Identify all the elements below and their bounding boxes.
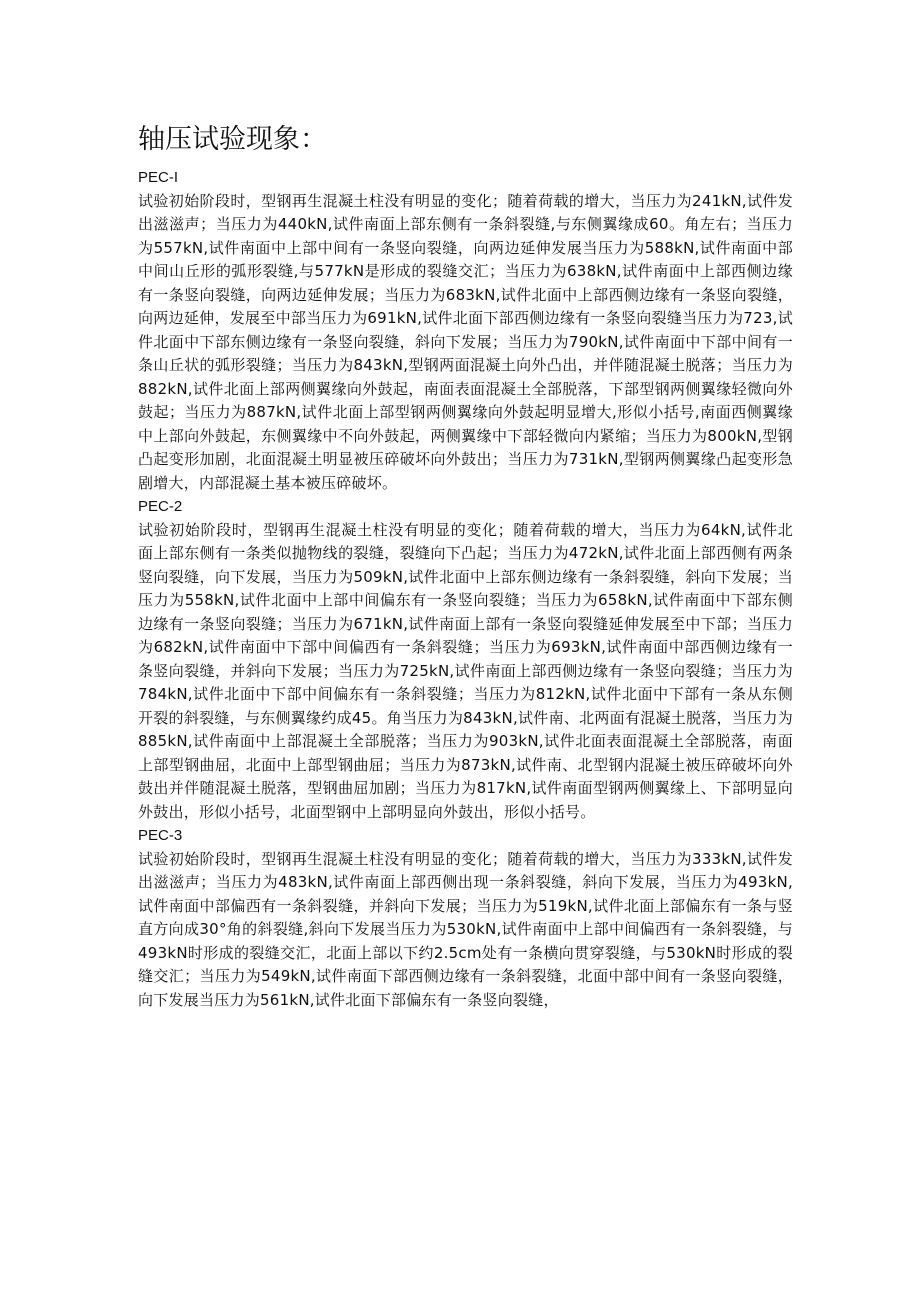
section-heading-pec-3: PEC-3 <box>138 827 183 844</box>
section-heading-pec-2: PEC-2 <box>138 498 183 515</box>
section-heading-pec-1: PEC-I <box>138 169 179 186</box>
document-content <box>138 118 793 1297</box>
section-body-pec-3: 试验初始阶段时，型钢再生混凝土柱没有明显的变化；随着荷载的增大，当压力为333kN,试件发出滋滋声；当压力为483kN,试件南面上部西侧出现一条斜裂缝，斜向下发展，当压力为493kN,试件南面中部偏西有一条斜裂缝，并斜向下发展；当压力为519kN,试件北面上部偏东有一条与竖直方向成30°角的斜裂缝,斜向下发展当压力为530kN,试件南面中上部中间偏西有一条斜裂缝，与493kN时形成的裂缝交汇，北面上部以下约2.5cm处有一条横向贯穿裂缝，与530kN时形成的裂缝交汇；当压力为549kN,试件南面下部西侧边缘有一条斜裂缝，北面中部中间有一条竖向裂缝，向下发展当压力为561kN,试件北面下部偏东有一条竖向裂缝， <box>138 849 793 1009</box>
document-title: 轴压试验现象： <box>138 124 327 155</box>
section-body-pec-1: 试验初始阶段时，型钢再生混凝土柱没有明显的变化；随着荷载的增大，当压力为241kN,试件发出滋滋声；当压力为440kN,试件南面上部东侧有一条斜裂缝,与东侧翼缘成60。角左右；当压力为557kN,试件南面中上部中间有一条竖向裂缝，向两边延伸发展当压力为588kN,试件南面中部中间山丘形的弧形裂缝,与577kN是形成的裂缝交汇；当压力为638kN,试件南面中上部西侧边缘有一条竖向裂缝，向两边延伸发展；当压力为683kN,试件北面中上部西侧边缘有一条竖向裂缝，向两边延伸，发展至中部当压力为691kN,试件北面下部西侧边缘有一条竖向裂缝当压力为723,试件北面中下部东侧边缘有一条竖向裂缝，斜向下发展；当压力为790kN,试件南面中下部中间有一条山丘状的弧形裂缝；当压力为843kN,型钢两面混凝土向外凸出，并伴随混凝土脱落；当压力为882kN,试件北面上部两侧翼缘向外鼓起，南面表面混凝土全部脱落，下部型钢两侧翼缘轻微向外鼓起；当压力为887kN,试件北面上部型钢两侧翼缘向外鼓起明显增大,形似小括号,南面西侧翼缘中上部向外鼓起，东侧翼缘中不向外鼓起，两侧翼缘中下部轻微向内紧缩；当压力为800kN,型钢凸起变形加剧，北面混凝土明显被压碎破坏向外鼓出；当压力为731kN,型钢两侧翼缘凸起变形急剧增大，内部混凝土基本被压碎破坏。 <box>138 191 793 492</box>
section-body-pec-2: 试验初始阶段时，型钢再生混凝土柱没有明显的变化；随着荷载的增大，当压力为64kN,试件北面上部东侧有一条类似抛物线的裂缝，裂缝向下凸起；当压力为472kN,试件北面上部西侧有两条竖向裂缝，向下发展，当压力为509kN,试件北面中上部东侧边缘有一条斜裂缝，斜向下发展；当压力为558kN,试件北面中上部中间偏东有一条竖向裂缝；当压力为658kN,试件南面中下部东侧边缘有一条竖向裂缝；当压力为671kN,试件南面上部有一条竖向裂缝延伸发展至中下部；当压力为682kN,试件南面中下部中间偏西有一条斜裂缝；当压力为693kN,试件南面中部西侧边缘有一条竖向裂缝，并斜向下发展；当压力为725kN,试件南面上部西侧边缘有一条竖向裂缝；当压力为784kN,试件北面中下部中间偏东有一条斜裂缝；当压力为812kN,试件北面中下部有一条从东侧开裂的斜裂缝，与东侧翼缘约成45。角当压力为843kN,试件南、北两面有混凝土脱落，当压力为885kN,试件南面中上部混凝土全部脱落；当压力为903kN,试件北面表面混凝土全部脱落，南面上部型钢曲屈，北面中上部型钢曲屈；当压力为873kN,试件南、北型钢内混凝土被压碎破坏向外鼓出并伴随混凝土脱落，型钢曲屈加剧；当压力为817kN,试件南面型钢两侧翼缘上、下部明显向外鼓出，形似小括号，北面型钢中上部明显向外鼓出，形似小括号。 <box>138 520 793 821</box>
